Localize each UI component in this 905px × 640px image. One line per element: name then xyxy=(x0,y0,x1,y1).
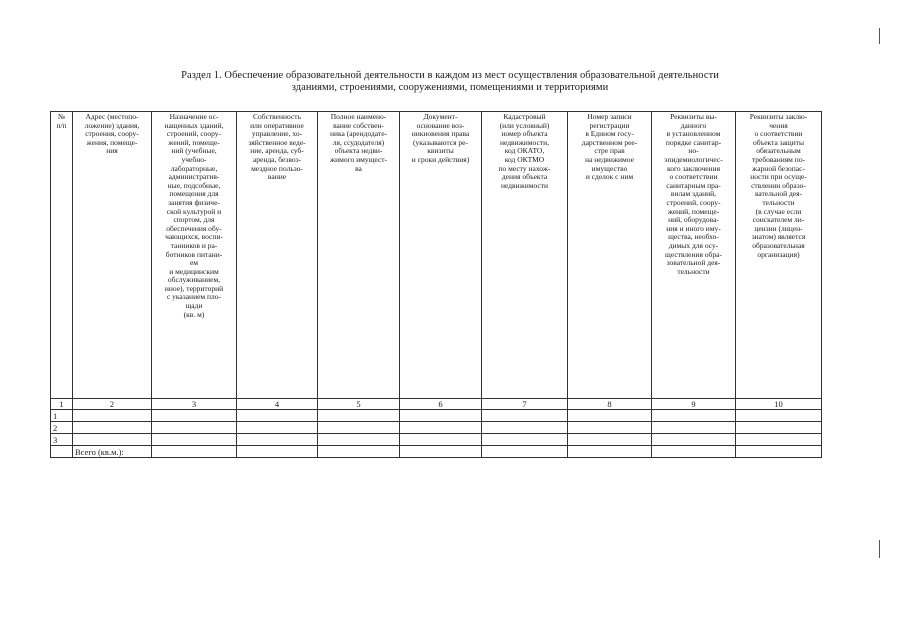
table-cell xyxy=(237,446,318,458)
table-row xyxy=(51,410,822,422)
column-number-row xyxy=(51,399,822,410)
header-cell-fire-safety-conclusion: Реквизиты заклю- чения о соответствии объекта защиты обязательным требованиям по- жарной безопас- ности при осуще- ствлении образо- вательной дея- тельности (в случае если соискателем ли- цензии (лицен- зиатом) является образовательная организация) xyxy=(736,112,822,399)
table-cell xyxy=(152,422,237,434)
table-cell xyxy=(73,410,152,422)
table-cell xyxy=(400,434,482,446)
header-cell-basis-document: Документ- основание воз- никновения права (указываются ре- квизиты и сроки действия) xyxy=(400,112,482,399)
column-number-cell: 7 xyxy=(482,399,568,410)
total-row xyxy=(51,446,822,458)
row-number-cell: 3 xyxy=(51,434,73,446)
column-number-cell: 3 xyxy=(152,399,237,410)
header-row xyxy=(51,112,822,399)
section-title xyxy=(70,70,830,94)
table-cell xyxy=(652,410,736,422)
table-cell xyxy=(568,422,652,434)
section-title-line-1: Раздел 1. Обеспечение образовательной деятельности в каждом из мест осуществления образовательной деятельности xyxy=(181,70,719,81)
column-number-cell: 9 xyxy=(652,399,736,410)
section-title-line-2: зданиями, строениями, сооружениями, помещениями и территориями xyxy=(291,82,609,93)
table-cell xyxy=(73,422,152,434)
table-cell xyxy=(568,410,652,422)
header-cell-registration-number: Номер записи регистрации в Едином госу- дарственном рее- стре прав на недвижимое имущество и сделок с ним xyxy=(568,112,652,399)
table-cell xyxy=(568,446,652,458)
table-cell xyxy=(237,434,318,446)
header-cell-purpose: Назначение ос- нащенных зданий, строений, соору- жений, помеще- ний (учебные, учебно- лабораторные, административ- ные, подсобные, помещения для занятия физиче- ской культурой и спортом, для обеспечения обу- чающихся, воспи- танников и ра- ботников питани- ем и медицинским обслуживанием, иное), территорий с указанием пло- щади (кв. м) xyxy=(152,112,237,399)
column-number-cell: 1 xyxy=(51,399,73,410)
facilities-table xyxy=(50,111,822,458)
column-number-cell: 6 xyxy=(400,399,482,410)
table-cell xyxy=(51,446,73,458)
table-cell xyxy=(652,422,736,434)
table-cell xyxy=(482,422,568,434)
table-cell xyxy=(400,410,482,422)
header-cell-sanitary-conclusion: Реквизиты вы- данного в установленном порядке санитар- но- эпидемиологичес- кого заключения о соответствии санитарным пра- вилам зданий, строений, соору- жений, помеще- ний, оборудова- ния и иного иму- щества, необхо- димых для осу- ществления обра- зовательной дея- тельности xyxy=(652,112,736,399)
scan-edge-mark-top xyxy=(879,28,880,44)
header-cell-address: Адрес (местопо- ложение) здания, строения, соору- жения, помеще- ния xyxy=(73,112,152,399)
table-cell xyxy=(736,434,822,446)
total-label: Всего (кв.м.): xyxy=(73,446,152,458)
row-number-cell: 2 xyxy=(51,422,73,434)
table-cell xyxy=(318,422,400,434)
column-number-cell: 8 xyxy=(568,399,652,410)
table-cell xyxy=(237,410,318,422)
table-cell xyxy=(482,410,568,422)
row-number-cell: 1 xyxy=(51,410,73,422)
header-cell-number: № п/п xyxy=(51,112,73,399)
table-cell xyxy=(400,446,482,458)
table-cell xyxy=(736,422,822,434)
header-cell-cadastral-number: Кадастровый (или условный) номер объекта недвижимости, код ОКАТО, код ОКТМО по месту нахож- дения объекта недвижимости xyxy=(482,112,568,399)
header-cell-owner-name: Полное наимено- вание собствен- ника (арендодате- ля, ссудодателя) объекта недви- жимого имущест- ва xyxy=(318,112,400,399)
table-cell xyxy=(736,410,822,422)
table-row xyxy=(51,434,822,446)
table-cell xyxy=(152,410,237,422)
table-cell xyxy=(237,422,318,434)
table-cell xyxy=(152,434,237,446)
table-cell xyxy=(482,446,568,458)
scan-edge-mark-bottom xyxy=(879,540,880,558)
column-number-cell: 4 xyxy=(237,399,318,410)
table-cell xyxy=(652,446,736,458)
table-cell xyxy=(568,434,652,446)
table-cell xyxy=(652,434,736,446)
column-number-cell: 10 xyxy=(736,399,822,410)
table-cell xyxy=(152,446,237,458)
table-cell xyxy=(318,434,400,446)
table-cell xyxy=(318,446,400,458)
table-cell xyxy=(73,434,152,446)
column-number-cell: 2 xyxy=(73,399,152,410)
table-cell xyxy=(482,434,568,446)
table-cell xyxy=(318,410,400,422)
table-cell xyxy=(736,446,822,458)
table-row xyxy=(51,422,822,434)
table-cell xyxy=(400,422,482,434)
column-number-cell: 5 xyxy=(318,399,400,410)
header-cell-ownership: Собственность или оперативное управление, хо- зяйственное веде- ние, аренда, суб- аренда, безвоз- мездное пользо- вание xyxy=(237,112,318,399)
